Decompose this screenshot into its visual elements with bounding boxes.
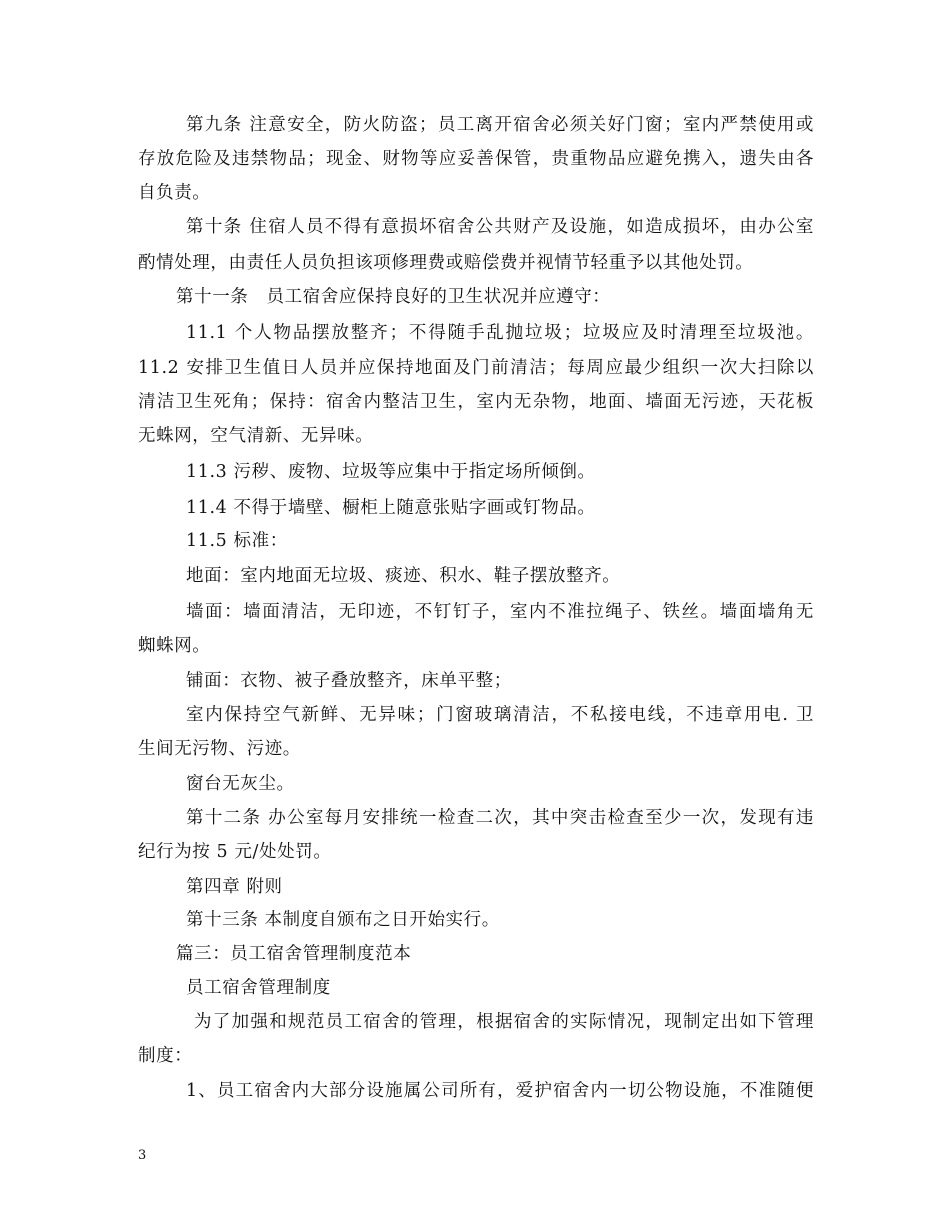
paragraph-line: 第四章 附则 xyxy=(186,877,283,897)
paragraph-line: 第十二条 办公室每月安排统一检查二次，其中突击检查至少一次，发现有违 xyxy=(186,808,814,828)
paragraph-line: 11.1 个人物品摆放整齐；不得随手乱抛垃圾；垃圾应及时清理至垃圾池。 xyxy=(186,323,814,343)
paragraph-line: 生间无污物、污迹。 xyxy=(138,739,301,759)
paragraph-line: 第十三条 本制度自颁布之日开始实行。 xyxy=(186,910,500,930)
paragraph-line: 11.3 污秽、废物、垃圾等应集中于指定场所倾倒。 xyxy=(186,462,596,482)
paragraph-line: 铺面：衣物、被子叠放整齐，床单平整； xyxy=(186,671,512,691)
paragraph-line: 清洁卫生死角；保持：宿舍内整洁卫生，室内无杂物，地面、墙面无污迹，天花板 xyxy=(138,392,814,412)
paragraph-line: 地面：室内地面无垃圾、痰迹、积水、鞋子摆放整齐。 xyxy=(186,566,621,586)
paragraph-line: 自负责。 xyxy=(138,183,211,203)
paragraph-line: 为了加强和规范员工宿舍的管理，根据宿舍的实际情况，现制定出如下管理 xyxy=(194,1012,814,1032)
paragraph-line: 墙面：墙面清洁，无印迹，不钉钉子，室内不准拉绳子、铁丝。墙面墙角无 xyxy=(186,602,814,622)
paragraph-line: 窗台无灰尘。 xyxy=(186,774,295,794)
paragraph-line: 11.5 标准： xyxy=(186,531,288,551)
paragraph-line: 员工宿舍管理制度 xyxy=(186,978,331,998)
page-number: 3 xyxy=(138,1148,147,1163)
paragraph-line: 第十条 住宿人员不得有意损坏宿舍公共财产及设施，如造成损坏，由办公室 xyxy=(186,217,814,237)
paragraph-line: 第九条 注意安全，防火防盗；员工离开宿舍必须关好门窗；室内严禁使用或 xyxy=(186,115,814,135)
paragraph-line: 1、员工宿舍内大部分设施属公司所有，爱护宿舍内一切公物设施，不准随便 xyxy=(186,1081,814,1101)
paragraph-line: 酌情处理，由责任人员负担该项修理费或赔偿费并视情节轻重予以其他处罚。 xyxy=(138,253,754,273)
paragraph-line: 11.4 不得于墙壁、橱柜上随意张贴字画或钉物品。 xyxy=(186,498,596,518)
paragraph-line: 无蛛网，空气清新、无异味。 xyxy=(138,426,374,446)
paragraph-line: 11.2 安排卫生值日人员并应保持地面及门前清洁；每周应最少组织一次大扫除以 xyxy=(138,358,814,378)
paragraph-line: 存放危险及违禁物品；现金、财物等应妥善保管，贵重物品应避免携入，遗失由各 xyxy=(138,149,814,169)
paragraph-line: 制度： xyxy=(138,1046,193,1066)
paragraph-line: 第十一条 员工宿舍应保持良好的卫生状况并应遵守： xyxy=(176,287,611,307)
paragraph-line: 室内保持空气新鲜、无异味；门窗玻璃清洁，不私接电线，不违章用电. 卫 xyxy=(186,705,814,725)
paragraph-line: 蜘蛛网。 xyxy=(138,636,211,656)
paragraph-line: 篇三：员工宿舍管理制度范本 xyxy=(176,944,412,964)
paragraph-line: 纪行为按 5 元/处处罚。 xyxy=(138,842,332,862)
